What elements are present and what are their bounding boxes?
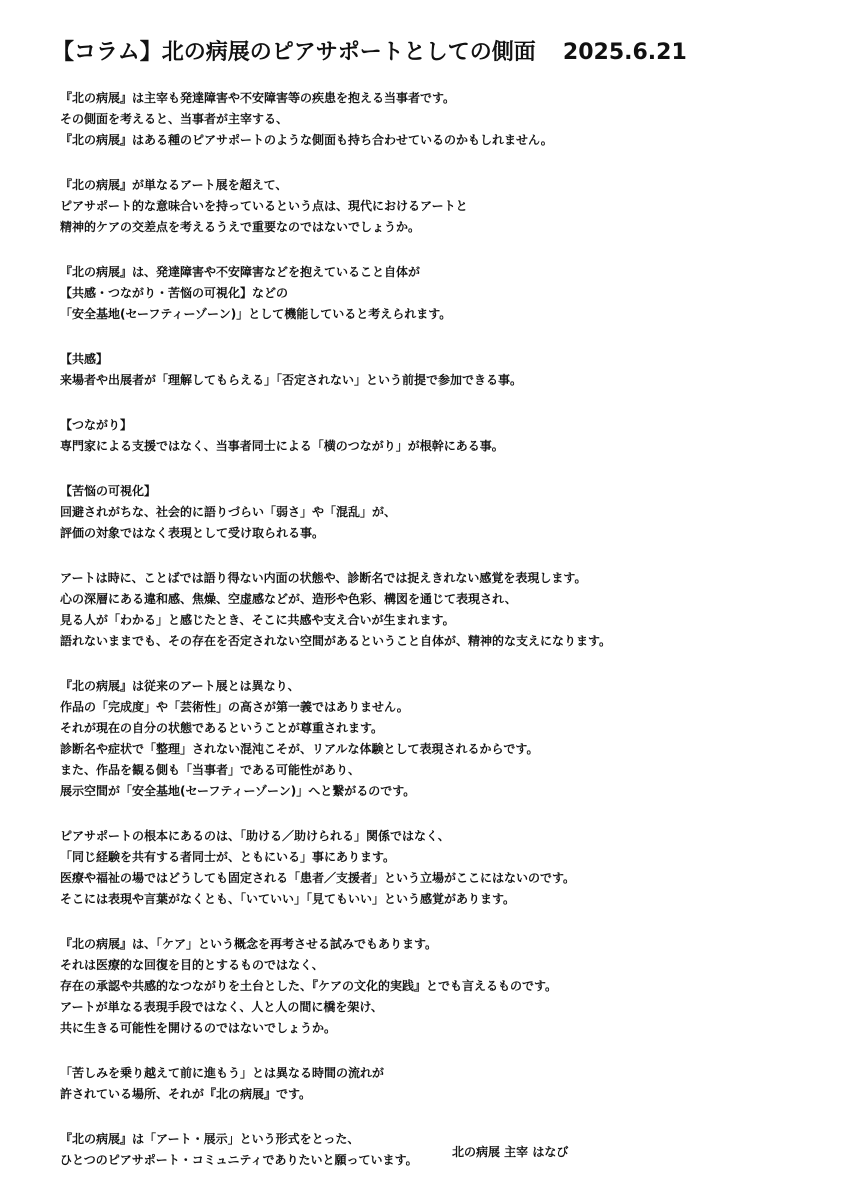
text-line: ピアサポート的な意味合いを持っているという点は、現代におけるアートと — [60, 199, 468, 213]
text-line: 【苦悩の可視化】 — [60, 484, 157, 498]
paragraph — [60, 262, 820, 325]
text-line: 【共感】 — [60, 352, 109, 366]
paragraph — [60, 1129, 820, 1171]
text-line: そこには表現や言葉がなくとも、「いていい」「見てもいい」という感覚があります。 — [60, 892, 516, 906]
text-line: 『北の病展』はある種のピアサポートのような側面も持ち合わせているのかもしれません。 — [60, 133, 553, 147]
paragraph — [60, 481, 820, 544]
text-line: 精神的ケアの交差点を考えるうえで重要なのではないでしょうか。 — [60, 220, 421, 234]
paragraph — [60, 826, 820, 910]
publish-date: 2025.6.21 — [562, 40, 687, 65]
text-line: 展示空間が「安全基地(セーフティーゾーン)」へと繋がるのです。 — [60, 784, 416, 798]
text-line: それは医療的な回復を目的とするものではなく、 — [60, 958, 324, 972]
text-line: 「苦しみを乗り越えて前に進もう」とは異なる時間の流れが — [60, 1066, 385, 1080]
paragraph — [60, 676, 820, 802]
text-line: 診断名や症状で「整理」されない混沌こそが、リアルな体験として表現されるからです。 — [60, 742, 539, 756]
text-line: 見る人が「わかる」と感じたとき、そこに共感や支え合いが生まれます。 — [60, 613, 455, 627]
text-line: 『北の病展』は従来のアート展とは異なり、 — [60, 679, 300, 693]
author-signature: 北の病展 主宰 はなび — [452, 1145, 569, 1159]
text-line: 許されている場所、それが『北の病展』です。 — [60, 1087, 312, 1101]
text-line: 心の深層にある違和感、焦燥、空虚感などが、造形や色彩、構図を通じて表現され、 — [60, 592, 517, 606]
text-line: 共に生きる可能性を開けるのではないでしょうか。 — [60, 1021, 337, 1035]
paragraph — [60, 1063, 820, 1105]
text-line: 作品の「完成度」や「芸術性」の高さが第一義ではありません。 — [60, 700, 409, 714]
text-line: 【つながり】 — [60, 418, 133, 432]
title-row — [52, 36, 812, 76]
text-line: 評価の対象ではなく表現として受け取られる事。 — [60, 526, 325, 540]
text-line: 語れないままでも、その存在を否定されない空間があるということ自体が、精神的な支えになります。 — [60, 634, 612, 648]
text-line: 「安全基地(セーフティーゾーン)」として機能していると考えられます。 — [60, 307, 452, 321]
text-line: 『北の病展』は、発達障害や不安障害などを抱えていること自体が — [60, 265, 421, 279]
text-line: ひとつのピアサポート・コミュニティでありたいと願っています。 — [60, 1153, 418, 1167]
text-line: 来場者や出展者が「理解してもらえる」「否定されない」という前提で参加できる事。 — [60, 373, 523, 387]
paragraph — [60, 88, 820, 151]
text-line: 『北の病展』が単なるアート展を超えて、 — [60, 178, 288, 192]
text-line: 『北の病展』は主宰も発達障害や不安障害等の疾患を抱える当事者です。 — [60, 91, 456, 105]
text-line: 回避されがちな、社会的に語りづらい「弱さ」や「混乱」が、 — [60, 505, 397, 519]
text-line: それが現在の自分の状態であるということが尊重されます。 — [60, 721, 384, 735]
paragraph — [60, 415, 820, 457]
text-line: 「同じ経験を共有する者同士が、ともにいる」事にあります。 — [60, 850, 396, 864]
text-line: 医療や福祉の場ではどうしても固定される「患者／支援者」という立場がここにはないのです。 — [60, 871, 576, 885]
article-body — [60, 88, 820, 1195]
text-line: その側面を考えると、当事者が主宰する、 — [60, 112, 289, 126]
page-title: 【コラム】北の病展のピアサポートとしての側面 — [52, 40, 536, 65]
text-line: 『北の病展』は、「ケア」という概念を再考させる試みでもあります。 — [60, 937, 438, 951]
text-line: アートは時に、ことばでは語り得ない内面の状態や、診断名では捉えきれない感覚を表現します。 — [60, 571, 587, 585]
text-line: 『北の病展』は「アート・展示」という形式をとった、 — [60, 1132, 360, 1146]
paragraph — [60, 934, 820, 1039]
paragraph — [60, 175, 820, 238]
text-line: 【共感・つながり・苦悩の可視化】などの — [60, 286, 289, 300]
paragraph — [60, 568, 820, 652]
text-line: アートが単なる表現手段ではなく、人と人の間に橋を架け、 — [60, 1000, 383, 1014]
text-line: ピアサポートの根本にあるのは、「助ける／助けられる」関係ではなく、 — [60, 829, 450, 843]
text-line: 存在の承認や共感的なつながりを土台とした、『ケアの文化的実践』とでも言えるものです。 — [60, 979, 558, 993]
paragraph — [60, 349, 820, 391]
text-line: また、作品を観る側も「当事者」である可能性があり、 — [60, 763, 361, 777]
text-line: 専門家による支援ではなく、当事者同士による「横のつながり」が根幹にある事。 — [60, 439, 504, 453]
